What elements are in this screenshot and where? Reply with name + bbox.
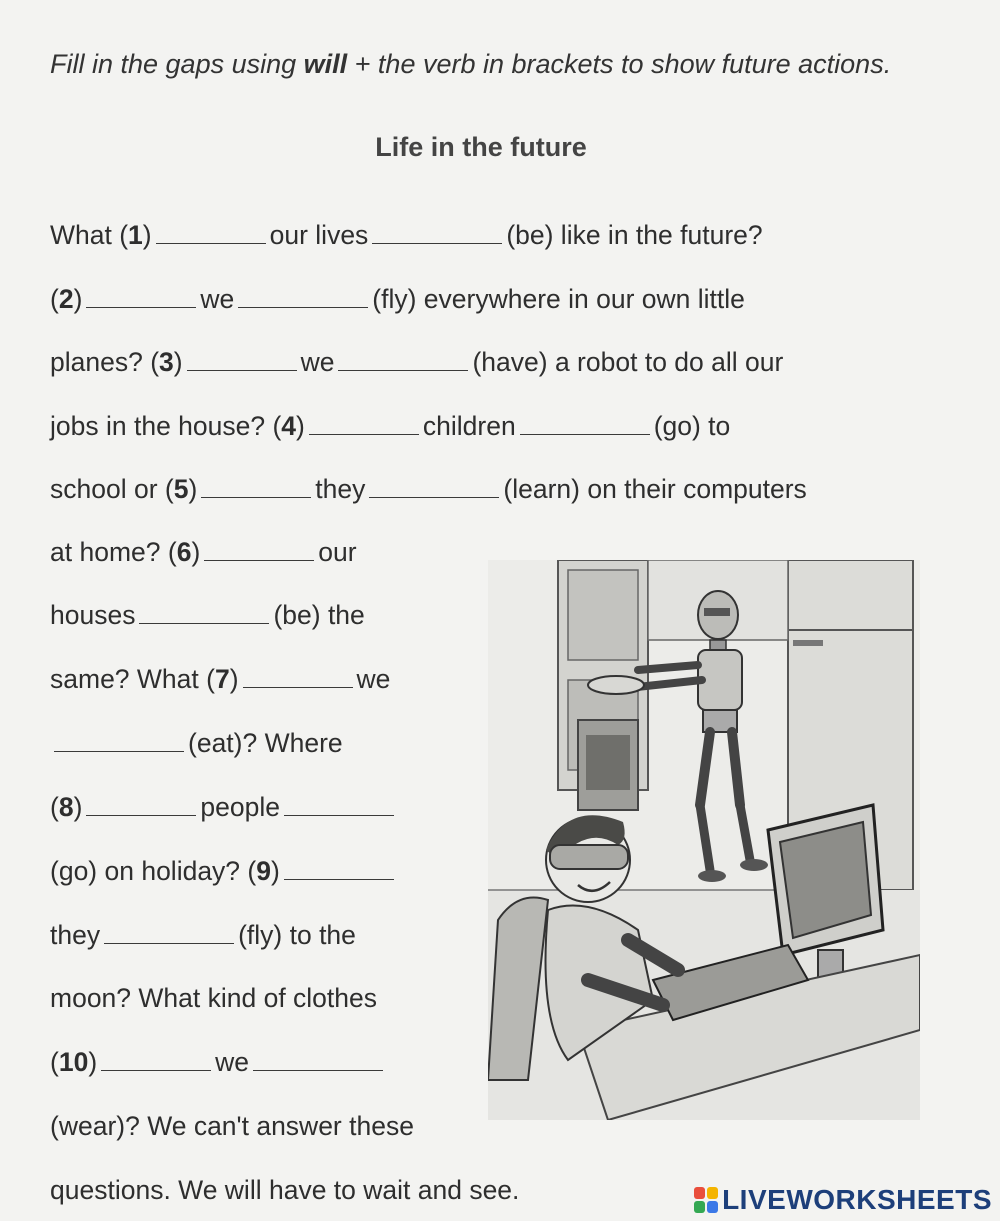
question-number: 3 [159,347,174,377]
exercise-line [50,535,357,569]
answer-gap[interactable] [204,540,314,561]
exercise-text-segment: ) [296,411,305,441]
exercise-text-segment: we [215,1047,250,1077]
plate [588,676,644,694]
exercise-line [50,345,783,379]
answer-gap[interactable] [104,923,234,944]
exercise-line [50,218,763,252]
exercise-text-segment: planes? ( [50,347,160,377]
answer-gap[interactable] [243,667,353,688]
logo-text: LIVEWORKSHEETS [722,1184,992,1215]
exercise-text-segment: jobs in the house? ( [50,411,282,441]
instruction-part2: + the verb in brackets to show future actions. [347,49,892,79]
exercise-text-segment: ) [88,1047,98,1077]
exercise-text-segment: questions. We will have to wait and see. [50,1175,520,1205]
instruction-bold-will: will [303,49,348,79]
answer-gap[interactable] [201,477,311,498]
exercise-text-segment: our [318,537,357,567]
exercise-text-segment: we [300,347,335,377]
instruction-text [50,44,930,84]
exercise-text-segment: ) [142,220,152,250]
exercise-line [50,1045,387,1079]
question-number: 4 [281,411,297,441]
exercise-text-segment: (fly) to the [238,920,356,950]
exercise-line [50,409,730,443]
answer-gap[interactable] [309,414,419,435]
exercise-text-segment: children [422,411,516,441]
exercise-text-segment: at home? ( [50,537,177,567]
question-number: 2 [58,284,74,314]
exercise-line [50,282,745,316]
exercise-line [50,598,365,632]
answer-gap[interactable] [369,477,499,498]
exercise-text-segment: (be) like in the future? [506,220,763,250]
answer-gap[interactable] [520,414,650,435]
worksheet-title: Life in the future [375,132,587,162]
logo-mark-icon [694,1187,718,1213]
exercise-line [50,918,356,952]
exercise-text-segment: ( [50,284,59,314]
exercise-text-segment: our lives [269,220,369,250]
answer-gap[interactable] [338,350,468,371]
exercise-text-segment: people [200,792,280,822]
exercise-text-segment: (have) a robot to do all our [472,347,784,377]
instruction-part1: Fill in the gaps using [50,49,304,79]
exercise-text-segment: ( [50,792,59,822]
question-number: 8 [58,792,74,822]
exercise-text-segment: (go) to [653,411,731,441]
answer-gap[interactable] [372,223,502,244]
answer-gap[interactable] [86,795,196,816]
answer-gap[interactable] [156,223,266,244]
exercise-text-segment: (fly) everywhere in our own little [372,284,745,314]
exercise-text-segment: ) [73,284,83,314]
exercise-line [50,662,390,696]
exercise-text-segment: (learn) on their computers [503,474,807,504]
exercise-line [50,1109,414,1143]
question-number: 10 [58,1047,89,1077]
question-number: 6 [176,537,192,567]
question-number: 1 [128,220,143,250]
question-number: 7 [214,664,230,694]
exercise-text-segment: school or ( [50,474,174,504]
answer-gap[interactable] [86,287,196,308]
answer-gap[interactable] [187,350,297,371]
answer-gap[interactable] [54,731,184,752]
exercise-text-segment: (wear)? We can't answer these [50,1111,414,1141]
exercise-text-segment: ) [229,664,239,694]
exercise-text-segment: they [315,474,366,504]
exercise-text-segment: houses [50,600,136,630]
exercise-text-segment: same? What ( [50,664,215,694]
answer-gap[interactable] [238,287,368,308]
question-number: 9 [256,856,271,886]
exercise-text-segment: moon? What kind of clothes [50,983,378,1013]
exercise-text-segment: ) [191,537,201,567]
exercise-line [50,1173,519,1207]
answer-gap[interactable] [284,795,394,816]
exercise-text-segment: ) [73,792,83,822]
future-illustration [488,560,920,1120]
exercise-text-segment: they [50,920,101,950]
exercise-text-segment: ( [50,1047,59,1077]
visor [550,845,628,869]
answer-gap[interactable] [101,1050,211,1071]
exercise-text-segment: (be) the [273,600,365,630]
exercise-text-segment: ) [173,347,183,377]
exercise-text-segment: ) [188,474,198,504]
answer-gap[interactable] [284,859,394,880]
exercise-text-segment: ) [270,856,280,886]
exercise-text-segment: we [200,284,235,314]
exercise-line [50,472,807,506]
exercise-text-segment: (go) on holiday? ( [50,856,257,886]
question-number: 5 [173,474,189,504]
answer-gap[interactable] [253,1050,383,1071]
exercise-line [50,726,343,760]
exercise-text-segment: (eat)? Where [188,728,343,758]
exercise-text-segment: What ( [50,220,129,250]
answer-gap[interactable] [139,603,269,624]
exercise-text-segment: we [356,664,391,694]
exercise-line [50,790,398,824]
exercise-line [50,981,377,1015]
liveworksheets-logo [694,1184,992,1216]
exercise-line [50,854,398,888]
